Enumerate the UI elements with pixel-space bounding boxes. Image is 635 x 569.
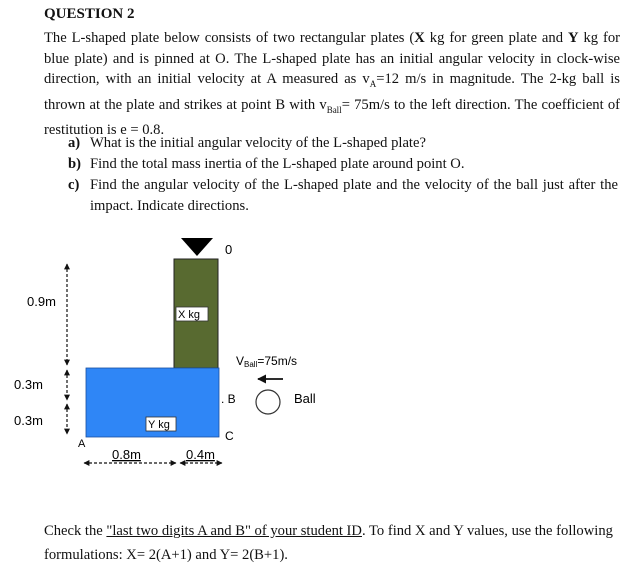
question-title: QUESTION 2 [44,6,135,22]
ball-velocity-label: VBall=75m/s [236,354,298,369]
dim-label-0-9m: 0.9m [27,294,56,309]
dim-label-0-3m-upper: 0.3m [14,377,43,392]
dim-label-0-4m: 0.4m [186,447,215,462]
pin-label: 0 [225,242,233,257]
dim-label-0-3m-lower: 0.3m [14,413,43,428]
ball [256,390,280,414]
pin-support-icon [181,238,213,256]
sub-question-c: c) Find the angular velocity of the L-shaped plate and the velocity of the ball just after the impact. Indicate directions. [68,177,618,214]
dim-label-0-8m: 0.8m [112,447,141,462]
point-c-label: C [225,429,234,443]
point-a-label: A [78,438,86,450]
sub-question-a: a) What is the initial angular velocity of the L-shaped plate? [68,135,426,151]
point-b-label: . B [221,392,236,406]
green-plate-label: X kg [178,309,201,321]
question-intro: The L-shaped plate below consists of two rectangular plates (X kg for green plate and Y kg for blue plate) and is pinned at O. The L-shaped plate has an initial angular velocity in clock-wise direction, with an initial velocity at A measured as $v_A=12$ m/s in magnitude. The 2-kg ball is thrown at the plate and strikes at point B with $v_{Ball}= 75m/s$ to the left direction. The coefficient of restitution is e = 0.8. [44,30,620,139]
blue-plate-label: Y kg [148,419,170,431]
sub-question-b: b) Find the total mass inertia of the L-shaped plate around point O. [68,156,465,172]
l-plate-figure [0,228,635,478]
ball-label: Ball [294,391,316,406]
footer-instructions: Check the "last two digits A and B" of your student ID. To find X and Y values, use the following formulations: X= 2(A+1) and Y= 2(B+1). [44,523,613,563]
